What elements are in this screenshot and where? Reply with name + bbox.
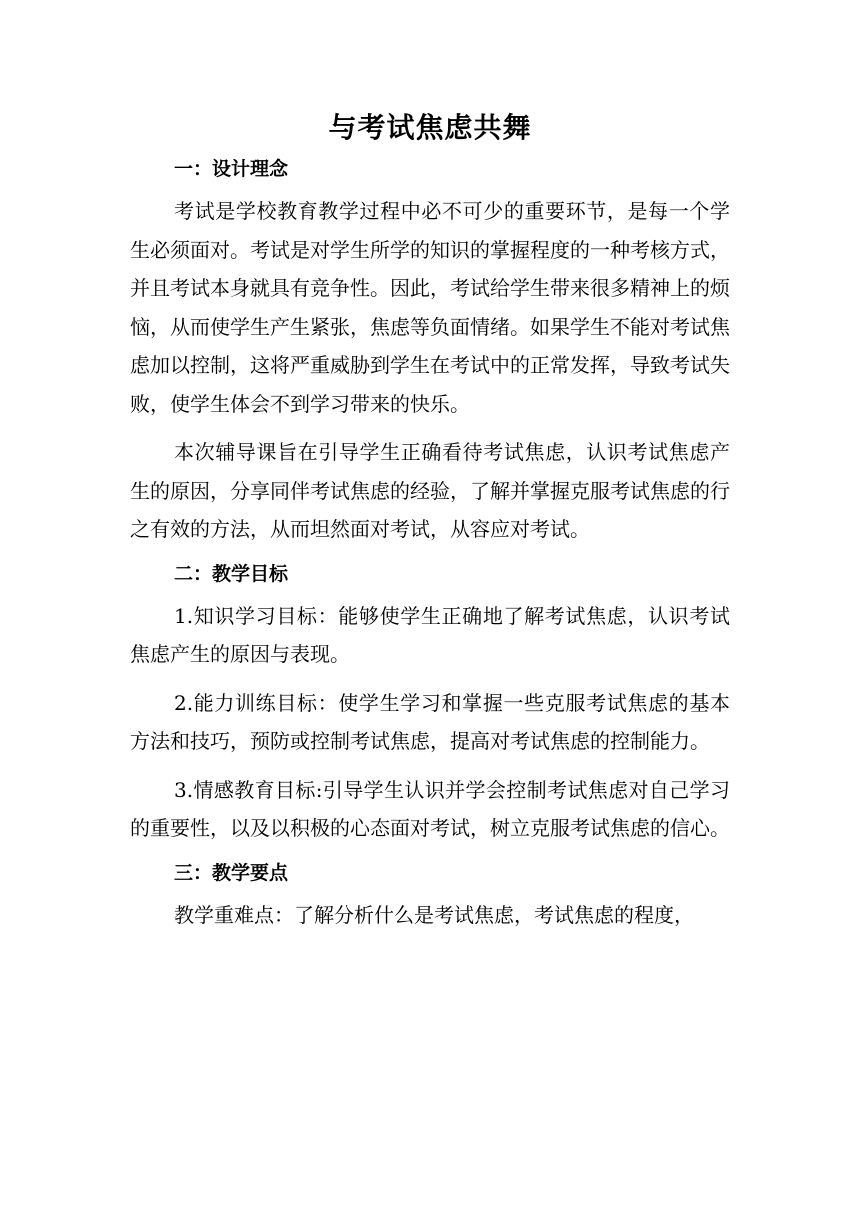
paragraph: 本次辅导课旨在引导学生正确看待考试焦虑，认识考试焦虑产生的原因，分享同伴考试焦虑的经验，了解并掌握克服考试焦虑的行之有效的方法，从而坦然面对考试，从容应对考试。 bbox=[130, 440, 730, 541]
paragraph: 1.知识学习目标：能够使学生正确地了解考试焦虑，认识考试焦虑产生的原因与表现。 bbox=[130, 603, 730, 666]
document-page bbox=[130, 106, 730, 944]
paragraph: 2.能力训练目标：使学生学习和掌握一些克服考试焦虑的基本方法和技巧，预防或控制考试焦虑，提高对考试焦虑的控制能力。 bbox=[130, 690, 730, 753]
paragraph: 教学重难点：了解分析什么是考试焦虑，考试焦虑的程度， bbox=[174, 902, 694, 927]
section-heading: 一：设计理念 bbox=[174, 158, 289, 180]
section-teaching-points bbox=[130, 858, 730, 935]
section-teaching-goals bbox=[130, 559, 730, 848]
paragraph: 考试是学校教育教学过程中必不可少的重要环节，是每一个学生必须面对。考试是对学生所学的知识的掌握程度的一种考核方式，并且考试本身就具有竞争性。因此，考试给学生带来很多精神上的烦恼，从而使学生产生紧张，焦虑等负面情绪。如果学生不能对考试焦虑加以控制，这将严重威胁到学生在考试中的正常发挥，导致考试失败，使学生体会不到学习带来的快乐。 bbox=[130, 199, 730, 416]
document-title: 与考试焦虑共舞 bbox=[328, 111, 532, 144]
section-heading: 二：教学目标 bbox=[174, 562, 289, 585]
section-heading: 三：教学要点 bbox=[174, 861, 289, 884]
paragraph: 3.情感教育目标:引导学生认识并学会控制考试焦虑对自己学习的重要性，以及以积极的心态面对考试，树立克服考试焦虑的信心。 bbox=[130, 777, 730, 840]
section-design-concept bbox=[130, 154, 730, 549]
